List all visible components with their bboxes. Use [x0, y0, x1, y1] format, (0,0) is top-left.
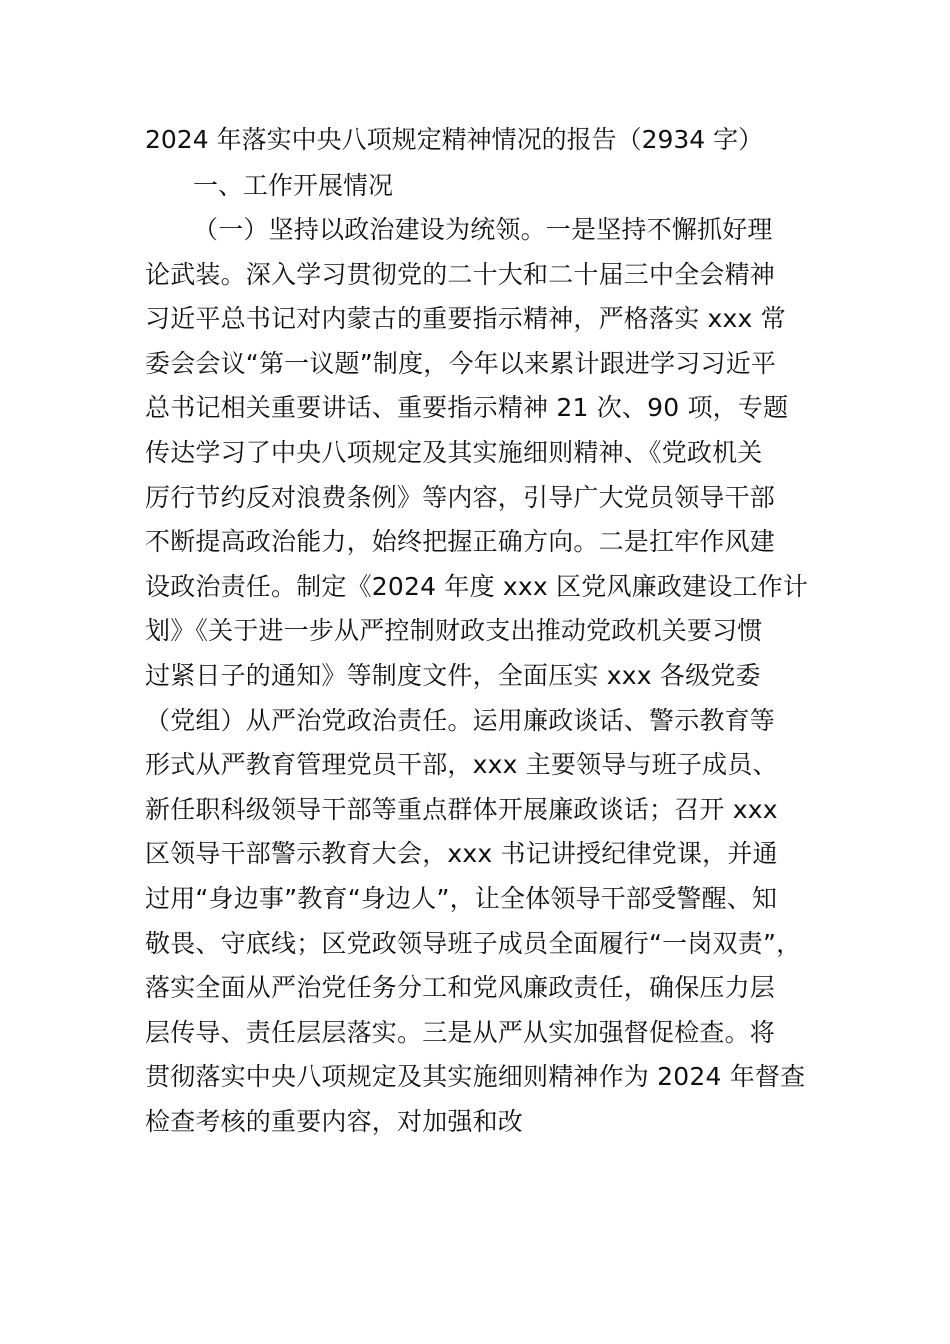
body-line: 检查考核的重要内容，对加强和改	[145, 1106, 524, 1136]
section-heading: 一、工作开展情况	[193, 171, 394, 200]
body-line: 习近平总书记对内蒙古的重要指示精神，严格落实 xxx 常	[145, 304, 786, 334]
body-line: （党组）从严治党政治责任。运用廉政谈话、警示教育等	[145, 705, 776, 735]
body-line: 过紧日子的通知》等制度文件，全面压实 xxx 各级党委	[145, 660, 761, 690]
body-line: 委会会议“第一议题”制度，今年以来累计跟进学习习近平	[145, 348, 777, 378]
body-line: 贯彻落实中央八项规定及其实施细则精神作为 2024 年督查	[145, 1062, 806, 1092]
body-line: 区领导干部警示教育大会，xxx 书记讲授纪律党课，并通	[145, 839, 778, 869]
body-text	[145, 208, 845, 1144]
body-line: 不断提高政治能力，始终把握正确方向。二是扛牢作风建	[145, 527, 776, 557]
body-line: （一）坚持以政治建设为统领。一是坚持不懈抓好理	[193, 215, 773, 244]
body-line: 层传导、责任层层落实。三是从严从实加强督促检查。将	[145, 1017, 776, 1047]
body-line: 论武装。深入学习贯彻党的二十大和二十届三中全会精神	[145, 259, 776, 289]
body-line: 形式从严教育管理党员干部，xxx 主要领导与班子成员、	[145, 750, 778, 780]
body-line: 总书记相关重要讲话、重要指示精神 21 次、90 项，专题	[145, 393, 789, 423]
body-line: 传达学习了中央八项规定及其实施细则精神、《党政机关	[145, 437, 763, 467]
body-line: 新任职科级领导干部等重点群体开展廉政谈话；召开 xxx	[145, 794, 778, 824]
body-line: 落实全面从严治党任务分工和党风廉政责任，确保压力层	[145, 973, 776, 1003]
body-line: 设政治责任。制定《2024 年度 xxx 区党风廉政建设工作计	[145, 571, 809, 601]
body-line: 厉行节约反对浪费条例》等内容，引导广大党员领导干部	[145, 482, 776, 512]
body-line: 过用“身边事”教育“身边人”，让全体领导干部受警醒、知	[145, 883, 778, 913]
body-line: 敬畏、守底线；区党政领导班子成员全面履行“一岗双责”，	[145, 928, 802, 958]
document-title: 2024 年落实中央八项规定精神情况的报告（2934 字）	[145, 125, 764, 154]
body-line: 划》《关于进一步从严控制财政支出推动党政机关要习惯	[145, 616, 763, 646]
